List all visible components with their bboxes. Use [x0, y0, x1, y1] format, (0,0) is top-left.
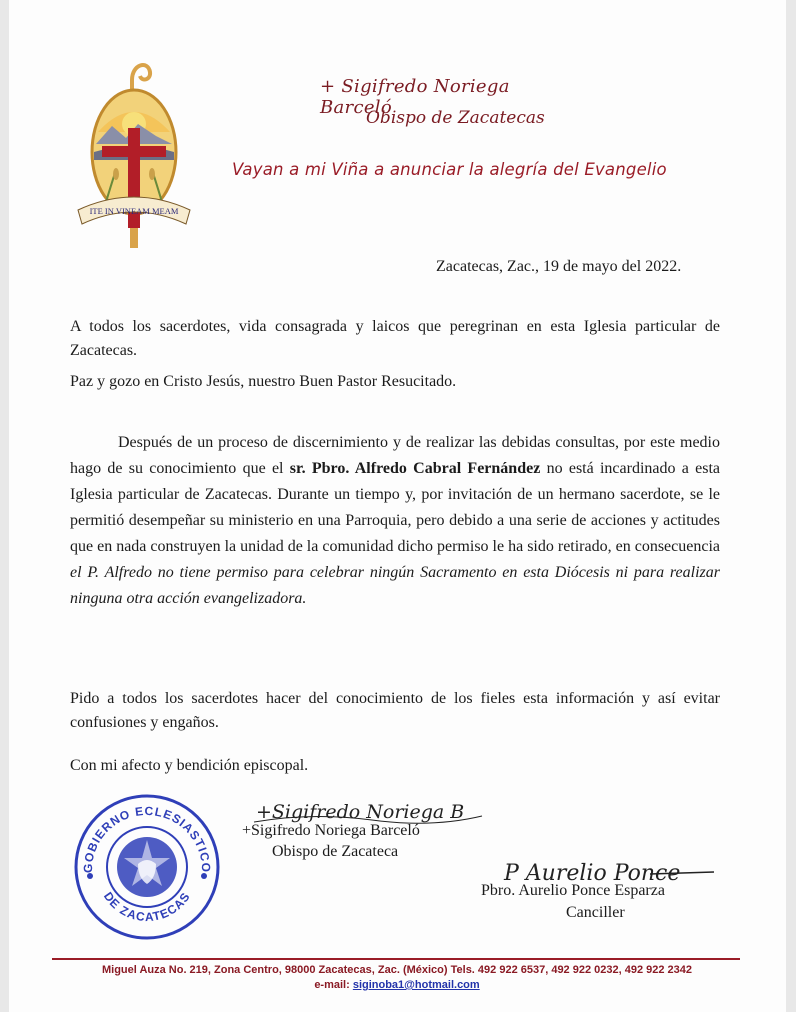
- letter-greeting: Paz y gozo en Cristo Jesús, nuestro Buen Pastor Resucitado.: [70, 373, 457, 390]
- chancellor-signature-scrawl: P Aurelio Ponce: [504, 861, 681, 886]
- bishop-title-heading: Obispo de Zacatecas: [366, 108, 545, 128]
- footer-email-line: [52, 979, 742, 991]
- body-italic-statement: el P. Alfredo no tiene permiso para celebrar ningún Sacramento en esta Diócesis ni para realizar ninguna otra acción evangelizadora.: [70, 564, 720, 607]
- page-left-margin: [0, 0, 9, 1012]
- motto-text: Vayan a mi Viña a anunciar la alegría del Evangelio: [232, 160, 667, 179]
- letter-request: Pido a todos los sacerdotes hacer del conocimiento de los fieles esta información y así evitar confusiones y engaños.: [70, 690, 720, 731]
- seal-bottom-text: DE ZACATECAS: [100, 889, 194, 925]
- footer-address: Miguel Auza No. 219, Zona Centro, 98000 Zacatecas, Zac. (México) Tels. 492 922 6537, 492 922 0232, 492 922 2342: [101, 964, 693, 976]
- footer-divider: [52, 958, 740, 960]
- letter-date: Zacatecas, Zac., 19 de mayo del 2022.: [436, 258, 682, 275]
- footer-email-link[interactable]: siginoba1@hotmail.com: [352, 979, 480, 991]
- body-priest-name: sr. Pbro. Alfredo Cabral Fernández: [289, 460, 541, 477]
- body-text-part1: Después de un proceso de discernimiento y de realizar las debidas consultas, por este medio hago de su conocimiento que el: [70, 434, 720, 477]
- episcopal-crest-logo: [76, 52, 194, 252]
- letter-closing: Con mi afecto y bendición episcopal.: [70, 757, 309, 774]
- seal-top-text: GOBIERNO ECLESIASTICO: [80, 803, 214, 874]
- letter-body-paragraph: [70, 430, 720, 612]
- signer1-role: Obispo de Zacateca: [272, 843, 399, 860]
- signer1-name: +Sigifredo Noriega Barceló: [242, 822, 420, 839]
- letter-address: A todos los sacerdotes, vida consagrada y laicos que peregrinan en esta Iglesia particular de Zacatecas.: [70, 318, 720, 359]
- official-seal-stamp: [72, 792, 222, 942]
- page-right-margin: [786, 0, 796, 1012]
- bishop-name-heading: + Sigifredo Noriega Barceló: [320, 76, 510, 118]
- bishop-signature-scrawl: +Sigifredo Noriega B: [256, 801, 465, 823]
- footer-email-label: e-mail:: [314, 979, 353, 991]
- signer2-role: Canciller: [566, 904, 625, 921]
- signer2-name: Pbro. Aurelio Ponce Esparza: [481, 882, 665, 899]
- body-text-part2: no está incardinado a esta Iglesia particular de Zacatecas. Durante un tiempo y, por invitación de un hermano sacerdote, se le permitió desempeñar su ministerio en una Parroquia, pero debido a una serie de acciones y actitudes que en nada construyen la unidad de la comunidad dicho permiso le ha sido retirado, en consecuencia: [70, 460, 721, 555]
- crest-ribbon-text: ITE IN VINEAM MEAM: [89, 206, 179, 216]
